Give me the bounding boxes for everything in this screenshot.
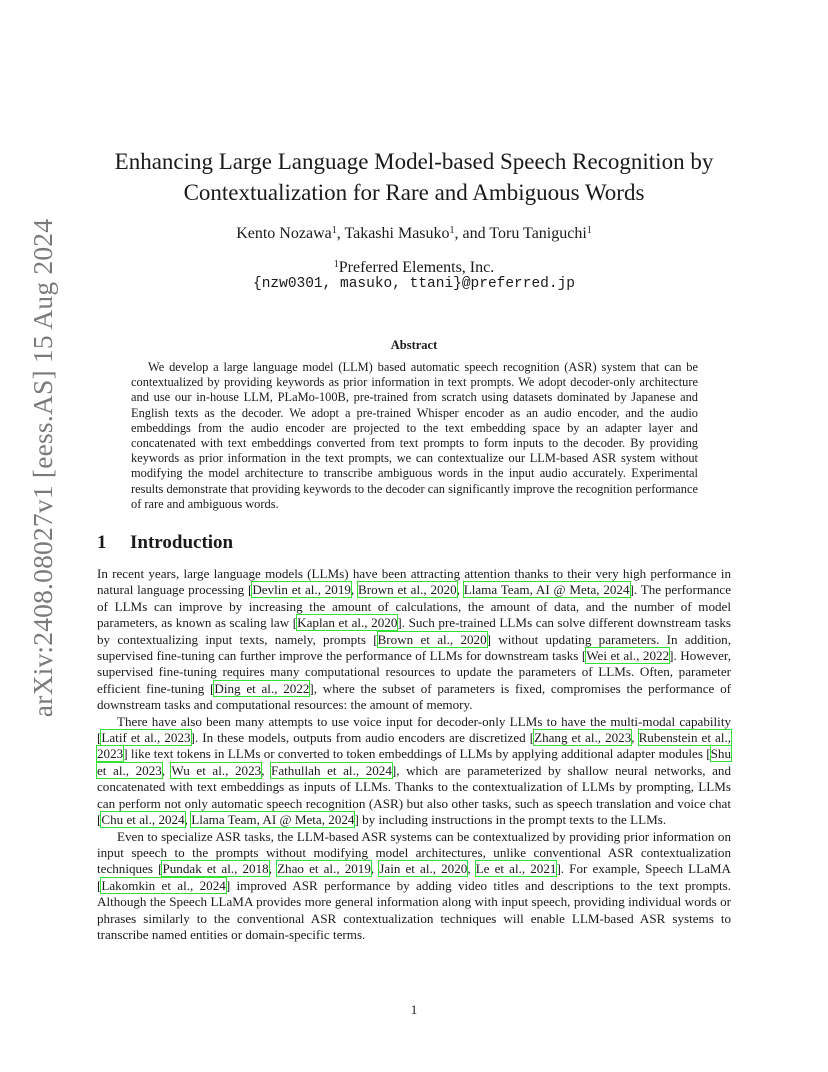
citation-link[interactable]: Wei et al., 2022 — [586, 648, 670, 664]
author-affiliation-marker: 1 — [331, 225, 337, 236]
paragraph-text: ], which are parameterized by shallow neural networks, and concatenated with text embeddings as inputs of LLMs. Thanks to the contextualization of LLMs by prompting, LLMs can perform not only automatic speech recognition (ASR) but also other tasks, such as speech translation and voice chat [ — [97, 762, 732, 828]
paragraph-text: ]. In these models, outputs from audio encoders are discretized [ — [190, 730, 535, 746]
affiliation-name: Preferred Elements, Inc. — [338, 259, 495, 276]
paragraph-text: , — [350, 582, 359, 598]
section-number: 1 — [97, 532, 107, 553]
paragraph-text: ] like text tokens in LLMs or converted to token embeddings of LLMs by applying additional adapter modules [ — [123, 746, 711, 762]
paragraph-text: Even to specialize ASR tasks, the LLM-based ASR systems can be contextualized by providing prior information on input speech to the prompts without modifying model architectures, unlike conventional ASR contextualization techniques [ — [97, 828, 731, 877]
abstract-text: We develop a large language model (LLM) based automatic speech recognition (ASR) system that can be contextualized by providing keywords as prior information in text prompts. We adopt decoder-only architecture and use our in-house LLM, PLaMo-100B, pre-trained from scratch using datasets dominated by Japanese and English texts as the decoder. We adopt a pre-trained Whisper encoder as an audio encoder, and the audio embeddings from the audio encoder are projected to the text embedding space by an adapter layer and concatenated with text embeddings converted from text prompts to form inputs to the decoder. By providing keywords as prior information in the text prompts, we can contextualize our LLM-based ASR system without modifying the model architecture to transcribe ambiguous words in the input audio accurately. Experimental results demonstrate that providing keywords to the decoder can significantly improve the recognition performance of rare and ambiguous words. — [131, 360, 698, 511]
paragraph — [97, 829, 731, 944]
paragraph-text: In recent years, large language models (LLMs) have been attracting attention thanks to their very high performance in natural language processing [ — [97, 566, 731, 598]
author-name: Kento Nozawa — [236, 225, 332, 242]
paragraph-text: ]. Such pre-trained LLMs can solve different downstream tasks by contextualizing input texts, namely, prompts [ — [97, 615, 731, 647]
author-affiliation-marker: 1 — [586, 225, 592, 236]
citation-link[interactable]: Wu et al., 2023 — [171, 762, 262, 778]
citation-link[interactable]: Le et al., 2021 — [475, 861, 557, 877]
author-name: Toru Taniguchi — [489, 225, 587, 242]
citation-link[interactable]: Brown et al., 2020 — [377, 631, 487, 647]
paragraph-text: , — [467, 861, 476, 877]
paragraph-text: , — [631, 730, 639, 746]
citation-link[interactable]: Kaplan et al., 2020 — [297, 615, 398, 631]
citation-link[interactable]: Devlin et al., 2019 — [252, 582, 351, 598]
paragraph-text: ] by including instructions in the prompt texts to the LLMs. — [354, 812, 667, 828]
paragraph-text: There have also been many attempts to use voice input for decoder-only LLMs to have the multi-modal capability [ — [97, 713, 731, 746]
citation-link[interactable]: Latif et al., 2023 — [101, 730, 191, 746]
affiliation-marker: 1 — [333, 259, 339, 270]
introduction-body — [97, 566, 731, 943]
paragraph-text: ]. For example, Speech LLaMA [ — [97, 861, 732, 893]
citation-link[interactable]: Pundak et al., 2018 — [162, 861, 269, 877]
citation-link[interactable]: Zhao et al., 2019 — [277, 861, 371, 877]
citation-link[interactable]: Lakomkin et al., 2024 — [101, 877, 226, 893]
paragraph-text: ], where the subset of parameters is fixed, compromises the performance of downstream tasks and computational resources: the amount of memory. — [97, 680, 731, 713]
author-name: Takashi Masuko — [344, 225, 450, 242]
page-number: 1 — [410, 1002, 418, 1017]
paragraph — [97, 566, 731, 714]
author-separator: , — [336, 225, 345, 242]
paragraph-text: ]. The performance of LLMs can improve by increasing the amount of calculations, the amount of data, and the number of model parameters, as known as scaling law [ — [97, 582, 732, 631]
paper-title: Enhancing Large Language Model-based Speech Recognition by Contextualization for Rare and Ambiguous Words — [114, 149, 714, 205]
section-heading — [97, 531, 233, 555]
author-separator: , and — [454, 225, 490, 242]
arxiv-identifier-text: arXiv:2408.08027v1 [eess.AS] 15 Aug 2024 — [27, 218, 59, 718]
paragraph-text: , — [161, 762, 172, 778]
paragraph-text: ] without updating parameters. In addition, supervised fine-tuning can further improve the performance of LLMs for downstream tasks [ — [97, 631, 731, 664]
citation-link[interactable]: Jain et al., 2020 — [379, 861, 468, 877]
citation-link[interactable]: Rubenstein et al., 2023 — [97, 730, 731, 762]
citation-link[interactable]: Llama Team, AI @ Meta, 2024 — [191, 812, 355, 828]
paragraph-text: , — [268, 861, 278, 877]
citation-link[interactable]: Brown et al., 2020 — [358, 582, 457, 598]
paragraph-text: ] improved ASR performance by adding video titles and descriptions to the text prompts. Although the Speech LLaMA provides more general information along with input speech, providing individual words or phrases similarly to the conventional ASR contextualization techniques will enable LLM-based ASR systems to transcribe named entities or domain-specific terms. — [97, 877, 732, 942]
citation-link[interactable]: Ding et al., 2022 — [214, 680, 310, 696]
author-affiliation-marker: 1 — [449, 225, 455, 236]
paragraph-text: ]. However, supervised fine-tuning requires many computational resources to update the parameters of LLMs. Often, parameter efficient fine-tuning [ — [97, 648, 731, 696]
abstract-heading: Abstract — [390, 338, 438, 352]
paragraph-text: , — [261, 762, 272, 778]
author-emails: {nzw0301, masuko, ttani}@preferred.jp — [253, 276, 575, 292]
citation-link[interactable]: Chu et al., 2024 — [101, 812, 185, 828]
paragraph-text: , — [370, 861, 380, 877]
arxiv-identifier-stamp — [21, 218, 65, 718]
paragraph-text: , — [456, 582, 464, 598]
citation-link[interactable]: Zhang et al., 2023 — [534, 730, 632, 746]
section-title: Introduction — [130, 532, 234, 553]
author-list — [96, 221, 732, 244]
citation-link[interactable]: Fathullah et al., 2024 — [271, 762, 392, 778]
paragraph — [97, 714, 731, 829]
paragraph-text: , — [184, 812, 192, 828]
citation-link[interactable]: Shu et al., 2023 — [97, 746, 731, 778]
citation-link[interactable]: Llama Team, AI @ Meta, 2024 — [463, 582, 630, 598]
